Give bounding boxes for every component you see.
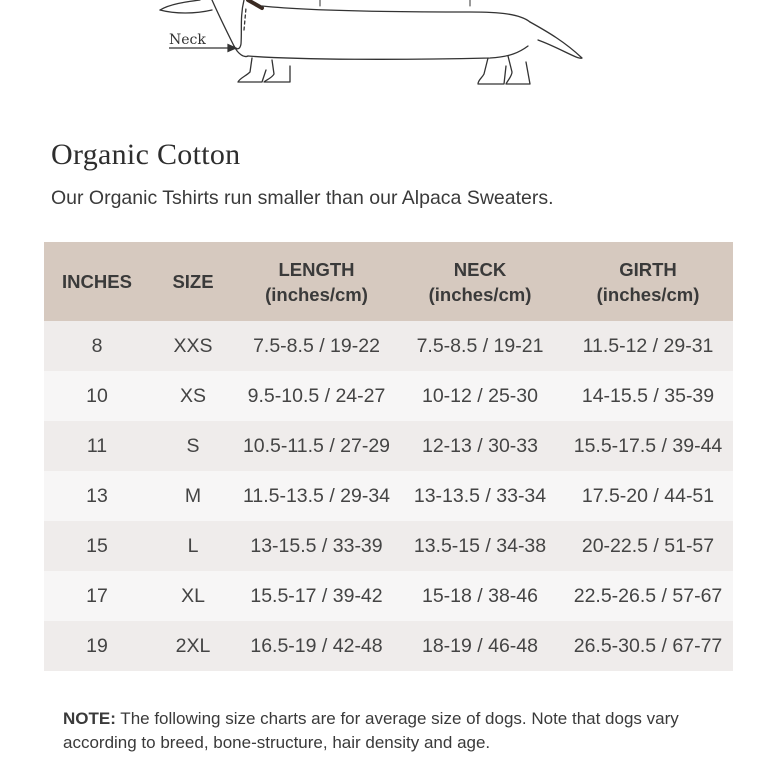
cell-length: 11.5-13.5 / 29-34 — [242, 484, 391, 507]
header-size-label: SIZE — [172, 271, 214, 292]
cell-neck: 15-18 / 38-46 — [421, 584, 538, 607]
section-subtitle: Our Organic Tshirts run smaller than our Alpaca Sweaters. — [51, 187, 554, 209]
cell-size: 2XL — [175, 634, 211, 657]
table-row — [44, 371, 733, 421]
cell-neck: 13-13.5 / 33-34 — [413, 484, 547, 507]
cell-length: 15.5-17 / 39-42 — [250, 584, 383, 607]
header-girth — [563, 257, 733, 307]
table-row — [44, 421, 733, 471]
cell-length: 7.5-8.5 / 19-22 — [253, 334, 380, 357]
size-note — [63, 707, 743, 755]
header-inches — [44, 269, 150, 294]
cell-neck: 18-19 / 46-48 — [421, 634, 538, 657]
cell-size: M — [184, 484, 202, 507]
header-length — [236, 257, 397, 307]
cell-size: XL — [181, 584, 205, 607]
cell-girth: 11.5-12 / 29-31 — [582, 334, 714, 357]
table-header-row — [44, 242, 733, 321]
cell-girth: 14-15.5 / 35-39 — [581, 384, 715, 407]
cell-inches: 13 — [86, 484, 108, 507]
header-girth-label: GIRTH — [619, 258, 677, 280]
header-girth-unit: (inches/cm) — [596, 283, 700, 305]
section-title: Organic Cotton — [51, 138, 241, 171]
note-text: The following size charts are for average size of dogs. Note that dogs vary according to breed, bone-structure, hair density and age. — [63, 709, 679, 752]
cell-length: 9.5-10.5 / 24-27 — [247, 384, 386, 407]
table-row — [44, 571, 733, 621]
cell-girth: 26.5-30.5 / 67-77 — [573, 634, 723, 657]
table-row — [44, 471, 733, 521]
table-row — [44, 621, 733, 671]
cell-inches: 8 — [91, 334, 103, 357]
cell-girth: 17.5-20 / 44-51 — [581, 484, 715, 507]
cell-inches: 15 — [86, 534, 108, 557]
cell-inches: 11 — [86, 434, 108, 457]
header-length-unit: (inches/cm) — [265, 283, 368, 305]
dachshund-illustration — [0, 0, 770, 95]
size-chart-table — [44, 242, 733, 671]
cell-length: 13-15.5 / 33-39 — [250, 534, 383, 557]
header-neck-label: NECK — [453, 258, 507, 280]
cell-girth: 20-22.5 / 51-57 — [581, 534, 715, 557]
note-label: NOTE: — [63, 709, 116, 728]
header-neck-unit: (inches/cm) — [428, 283, 532, 305]
cell-size: L — [187, 534, 199, 557]
cell-girth: 15.5-17.5 / 39-44 — [573, 434, 723, 457]
cell-size: S — [186, 434, 200, 457]
cell-girth: 22.5-26.5 / 57-67 — [573, 584, 723, 607]
cell-neck: 10-12 / 25-30 — [421, 384, 538, 407]
cell-neck: 13.5-15 / 34-38 — [413, 534, 547, 557]
table-row — [44, 521, 733, 571]
cell-neck: 7.5-8.5 / 19-21 — [416, 334, 544, 357]
table-row — [44, 321, 733, 371]
cell-inches: 17 — [86, 584, 108, 607]
header-neck — [397, 257, 563, 307]
cell-size: XXS — [173, 334, 213, 357]
header-inches-label: INCHES — [62, 271, 132, 292]
cell-neck: 12-13 / 30-33 — [421, 434, 538, 457]
header-length-label: LENGTH — [278, 258, 355, 280]
cell-length: 10.5-11.5 / 27-29 — [242, 434, 391, 457]
header-size — [150, 269, 236, 294]
cell-length: 16.5-19 / 42-48 — [250, 634, 383, 657]
neck-label: Neck — [169, 32, 206, 48]
cell-size: XS — [179, 384, 206, 407]
cell-inches: 19 — [86, 634, 108, 657]
cell-inches: 10 — [86, 384, 108, 407]
